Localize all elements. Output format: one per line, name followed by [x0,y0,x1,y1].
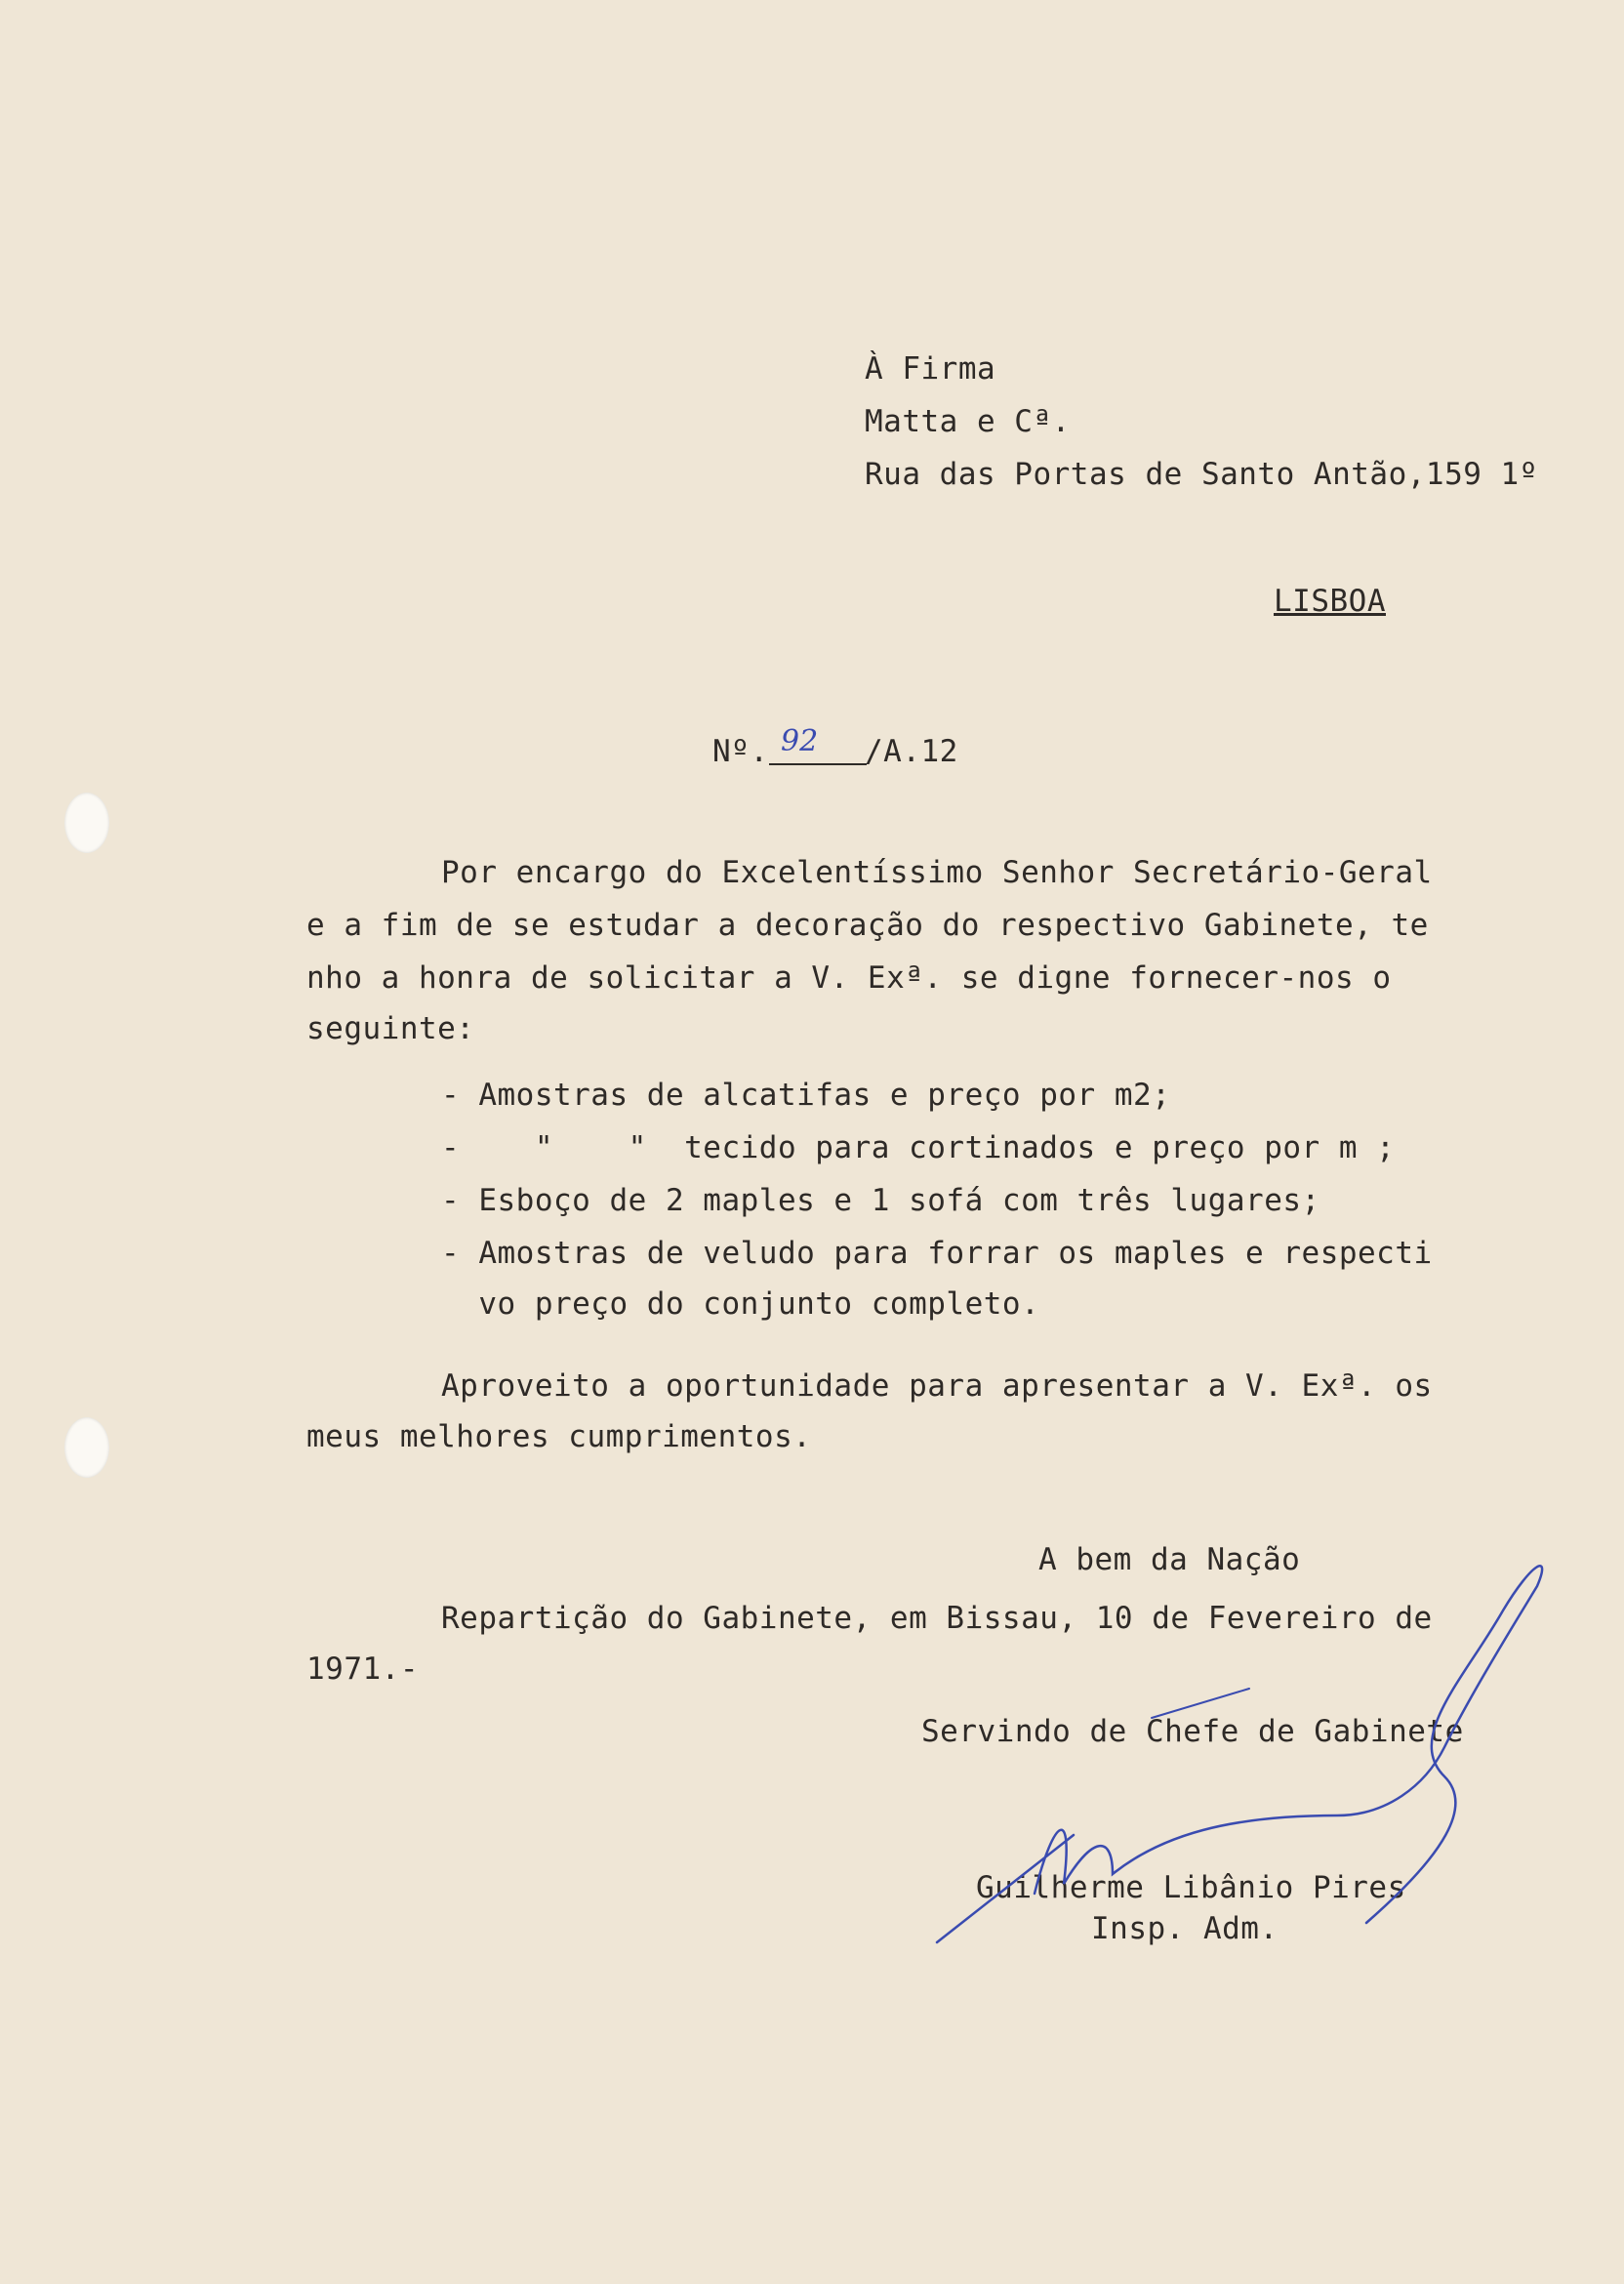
body-para2-line: Aproveito a oportunidade para apresentar a V. Exª. os [441,1368,1433,1404]
list-item: vo preço do conjunto completo. [441,1286,1040,1322]
list-item: - Amostras de veludo para forrar os maples e respecti [441,1236,1433,1271]
closing-motto: A bem da Nação [1038,1542,1301,1577]
addressee-city: LISBOA [1274,584,1386,619]
closing-year: 1971.- [306,1652,419,1687]
body-para1-line: nho a honra de solicitar a V. Exª. se digne fornecer-nos o [306,960,1392,996]
reference-prefix: Nº. [712,734,769,769]
closing-place-date: Repartição do Gabinete, em Bissau, 10 de Fevereiro de [441,1601,1433,1636]
body-para1-line: seguinte: [306,1011,475,1046]
body-para2-line: meus melhores cumprimentos. [306,1419,812,1454]
addressee-line-1: À Firma [865,351,996,387]
list-item: - Esboço de 2 maples e 1 sofá com três lugares; [441,1183,1320,1218]
addressee-line-3: Rua das Portas de Santo Antão,159 1º [865,457,1538,492]
signatory-name: Guilherme Libânio Pires [976,1870,1406,1905]
body-para1-line: e a fim de se estudar a decoração do respectivo Gabinete, te [306,908,1429,943]
signatory-title: Insp. Adm. [1091,1911,1279,1946]
list-item: - Amostras de alcatifas e preço por m2; [441,1078,1171,1113]
body-para1-line: Por encargo do Excelentíssimo Senhor Secretário-Geral [441,855,1433,890]
reference-suffix: /A.12 [865,734,958,769]
addressee-line-2: Matta e Cª. [865,404,1071,439]
reference-number: 92 [781,724,819,758]
closing-role: Servindo de Chefe de Gabinete [921,1714,1464,1749]
list-item: - " " tecido para cortinados e preço por m ; [441,1130,1396,1165]
